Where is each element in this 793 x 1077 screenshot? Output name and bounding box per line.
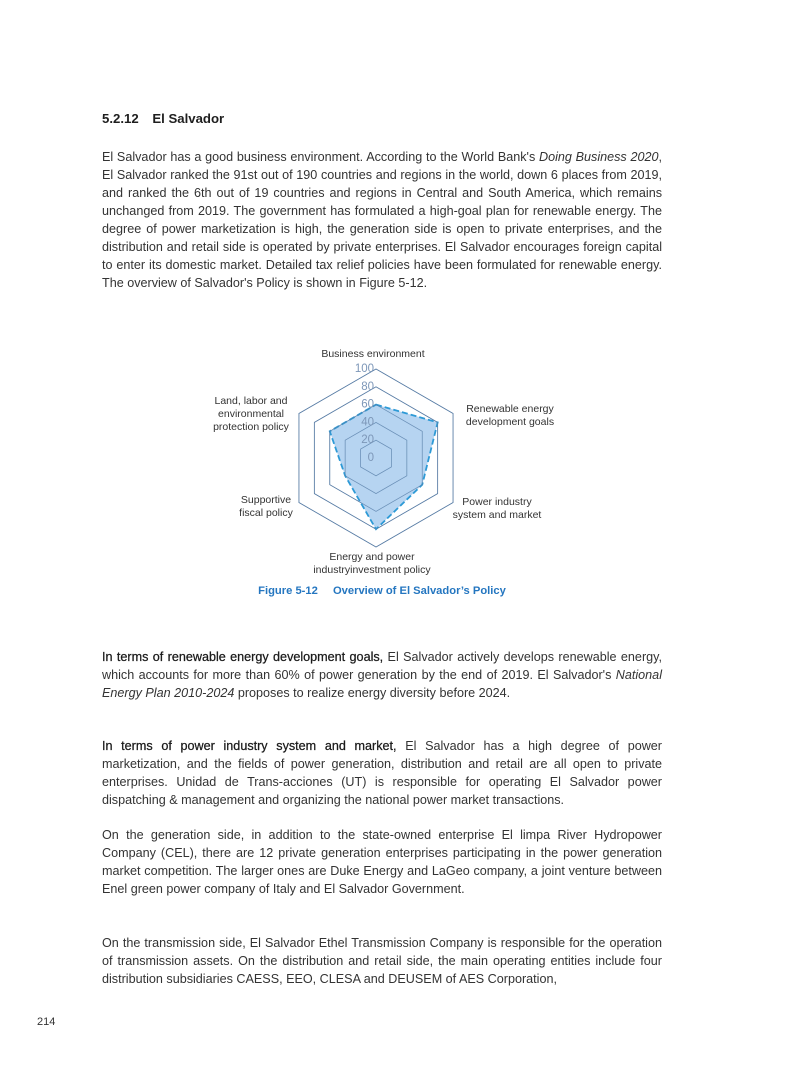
tick-label-40: 40 [361, 416, 374, 429]
axis-label-line: Supportive [240, 494, 292, 506]
axis-label-line: system and market [452, 509, 542, 521]
axis-label-3 [313, 551, 431, 576]
figure-title: Overview of El Salvador’s Policy [332, 585, 506, 597]
paragraph-text: El Salvador has a good business environment. According to the World Bank's [102, 150, 539, 164]
axis-label-line: Energy and power [329, 551, 415, 563]
tick-label-60: 60 [361, 398, 374, 411]
axis-label-line: development goals [465, 416, 555, 428]
paragraph-lead: In terms of renewable energy development goals, [102, 650, 384, 664]
tick-label-20: 20 [361, 434, 374, 447]
tick-label-100: 100 [354, 363, 374, 375]
publication-title: Doing Business 2020 [538, 150, 659, 164]
axis-label-4 [239, 494, 293, 519]
paragraph-text: On the transmission side, El Salvador Ethel Transmission Company is responsible for the operation of transmission assets. On the distribution and retail side, the main operating entities include four distribution subsidiaries CAESS, EEO, CLESA and DEUSEM of AES Corporation, [102, 936, 662, 986]
figure-caption [0, 585, 764, 597]
series-area [330, 405, 438, 530]
axis-label-line: Land, labor and [214, 395, 288, 407]
axis-label-line: Business environment [321, 348, 425, 360]
axis-label-line: fiscal policy [239, 507, 293, 519]
paragraph-text: El Salvador actively develops renewable energy, which accounts for more than 60% of power generation by the end of 2019. El Salvador's [102, 650, 662, 682]
plan-title: National Energy Plan 2010-2024 [102, 668, 662, 700]
paragraph-generation-side [102, 826, 662, 898]
tick-label-80: 80 [361, 380, 374, 393]
axis-label-line: protection policy [213, 421, 289, 433]
paragraph-lead: In terms of power industry system and market, [102, 739, 397, 753]
axis-label-2 [453, 496, 542, 521]
axis-label-1 [466, 403, 555, 428]
axis-label-line: Renewable energy [466, 403, 554, 415]
paragraph-text: , El Salvador ranked the 91st out of 190 countries and regions in the world, down 6 places from 2019, and ranked the 6th out of 19 countries and regions in Central and South America, which remains unchanged from 2019. The government has formulated a high-goal plan for renewable energy. The degree of power marketization is high, the generation side is open to private enterprises, and the distribution and retail side is operated by private enterprises. El Salvador encourages foreign capital to enter its domestic market. Detailed tax relief policies have been formulated for renewable energy. The overview of Salvador's Policy is shown in Figure 5-12. [102, 150, 662, 290]
axis-label-0 [321, 348, 424, 360]
paragraph-transmission-side [102, 934, 662, 988]
axis-label-line: Power industry [462, 496, 532, 508]
axis-label-line: industryinvestment policy [313, 564, 431, 576]
paragraph-text: El Salvador has a high degree of power marketization, and the fields of power generation, distribution and retail are all open to private enterprises. Unidad de Trans-acciones (UT) is responsible for operating El Salvador power dispatching & management and organizing the national power market transactions. [102, 739, 663, 807]
paragraph-renewable-goals [102, 648, 662, 702]
axis-label-5 [213, 395, 290, 433]
paragraph-text: On the generation side, in addition to the state-owned enterprise El limpa River Hydropower Company (CEL), there are 12 private generation enterprises participating in the power generation market competition. The larger ones are Duke Energy and LaGeo company, a joint venture between Enel green power company of Italy and El Salvador Government. [102, 828, 662, 896]
radar-series [299, 369, 453, 547]
axis-label-line: environmental [218, 408, 284, 420]
figure-number: Figure 5-12 [258, 585, 318, 597]
page-number: 214 [37, 1016, 56, 1028]
paragraph-power-market [102, 737, 662, 809]
tick-label-0: 0 [367, 452, 374, 464]
section-title: El Salvador [152, 111, 225, 126]
section-number: 5.2.12 [102, 111, 139, 126]
paragraph-text: proposes to realize energy diversity before 2024. [234, 686, 511, 700]
